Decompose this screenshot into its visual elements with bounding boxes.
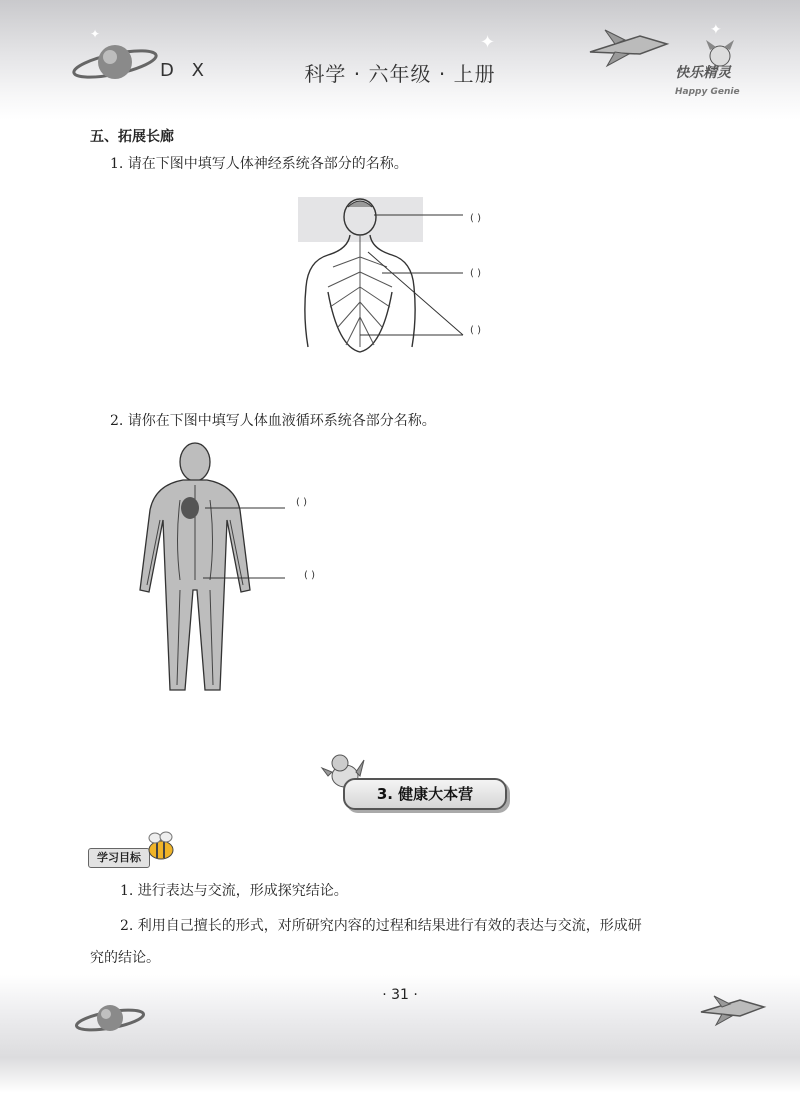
footer-shuttle-icon — [698, 990, 768, 1030]
brand-cn: 快乐精灵 — [675, 65, 731, 81]
header-title: 科学 · 六年级 · 上册 — [304, 62, 496, 86]
header-code: D X — [160, 60, 210, 81]
circulation-blank-1[interactable]: ( ) — [296, 497, 307, 508]
brand-en: Happy Genie — [675, 87, 740, 97]
section-heading: 五、拓展长廊 — [90, 129, 174, 145]
svg-text:✦: ✦ — [710, 22, 722, 38]
goal-line-3: 究的结论。 — [90, 950, 160, 966]
space-shuttle-icon — [585, 22, 675, 72]
nerve-blank-3[interactable]: ( ) — [470, 325, 481, 336]
svg-text:✦: ✦ — [480, 32, 496, 53]
goal-line-1: 1. 进行表达与交流，形成探究结论。 — [120, 883, 348, 899]
circulation-blank-2[interactable]: ( ) — [304, 570, 315, 581]
footer-saturn-icon — [72, 998, 152, 1038]
lesson-title-banner: 3. 健康大本营 — [343, 778, 507, 810]
brand-logo — [675, 62, 740, 98]
question-2-text: 2. 请你在下图中填写人体血液循环系统各部分名称。 — [110, 413, 436, 429]
nervous-system-figure — [298, 197, 533, 367]
page-number: · 31 · — [382, 987, 418, 1003]
svg-text:✦: ✦ — [90, 27, 101, 41]
circulatory-system-figure — [135, 440, 360, 695]
bee-icon — [143, 830, 179, 862]
question-1-text: 1. 请在下图中填写人体神经系统各部分的名称。 — [110, 156, 408, 172]
nerve-blank-2[interactable]: ( ) — [470, 268, 481, 279]
nerve-blank-1[interactable]: ( ) — [470, 213, 481, 224]
learning-goals-label: 学习目标 — [88, 848, 150, 868]
goal-line-2: 2. 利用自己擅长的形式，对所研究内容的过程和结果进行有效的表达与交流，形成研 — [120, 918, 642, 934]
